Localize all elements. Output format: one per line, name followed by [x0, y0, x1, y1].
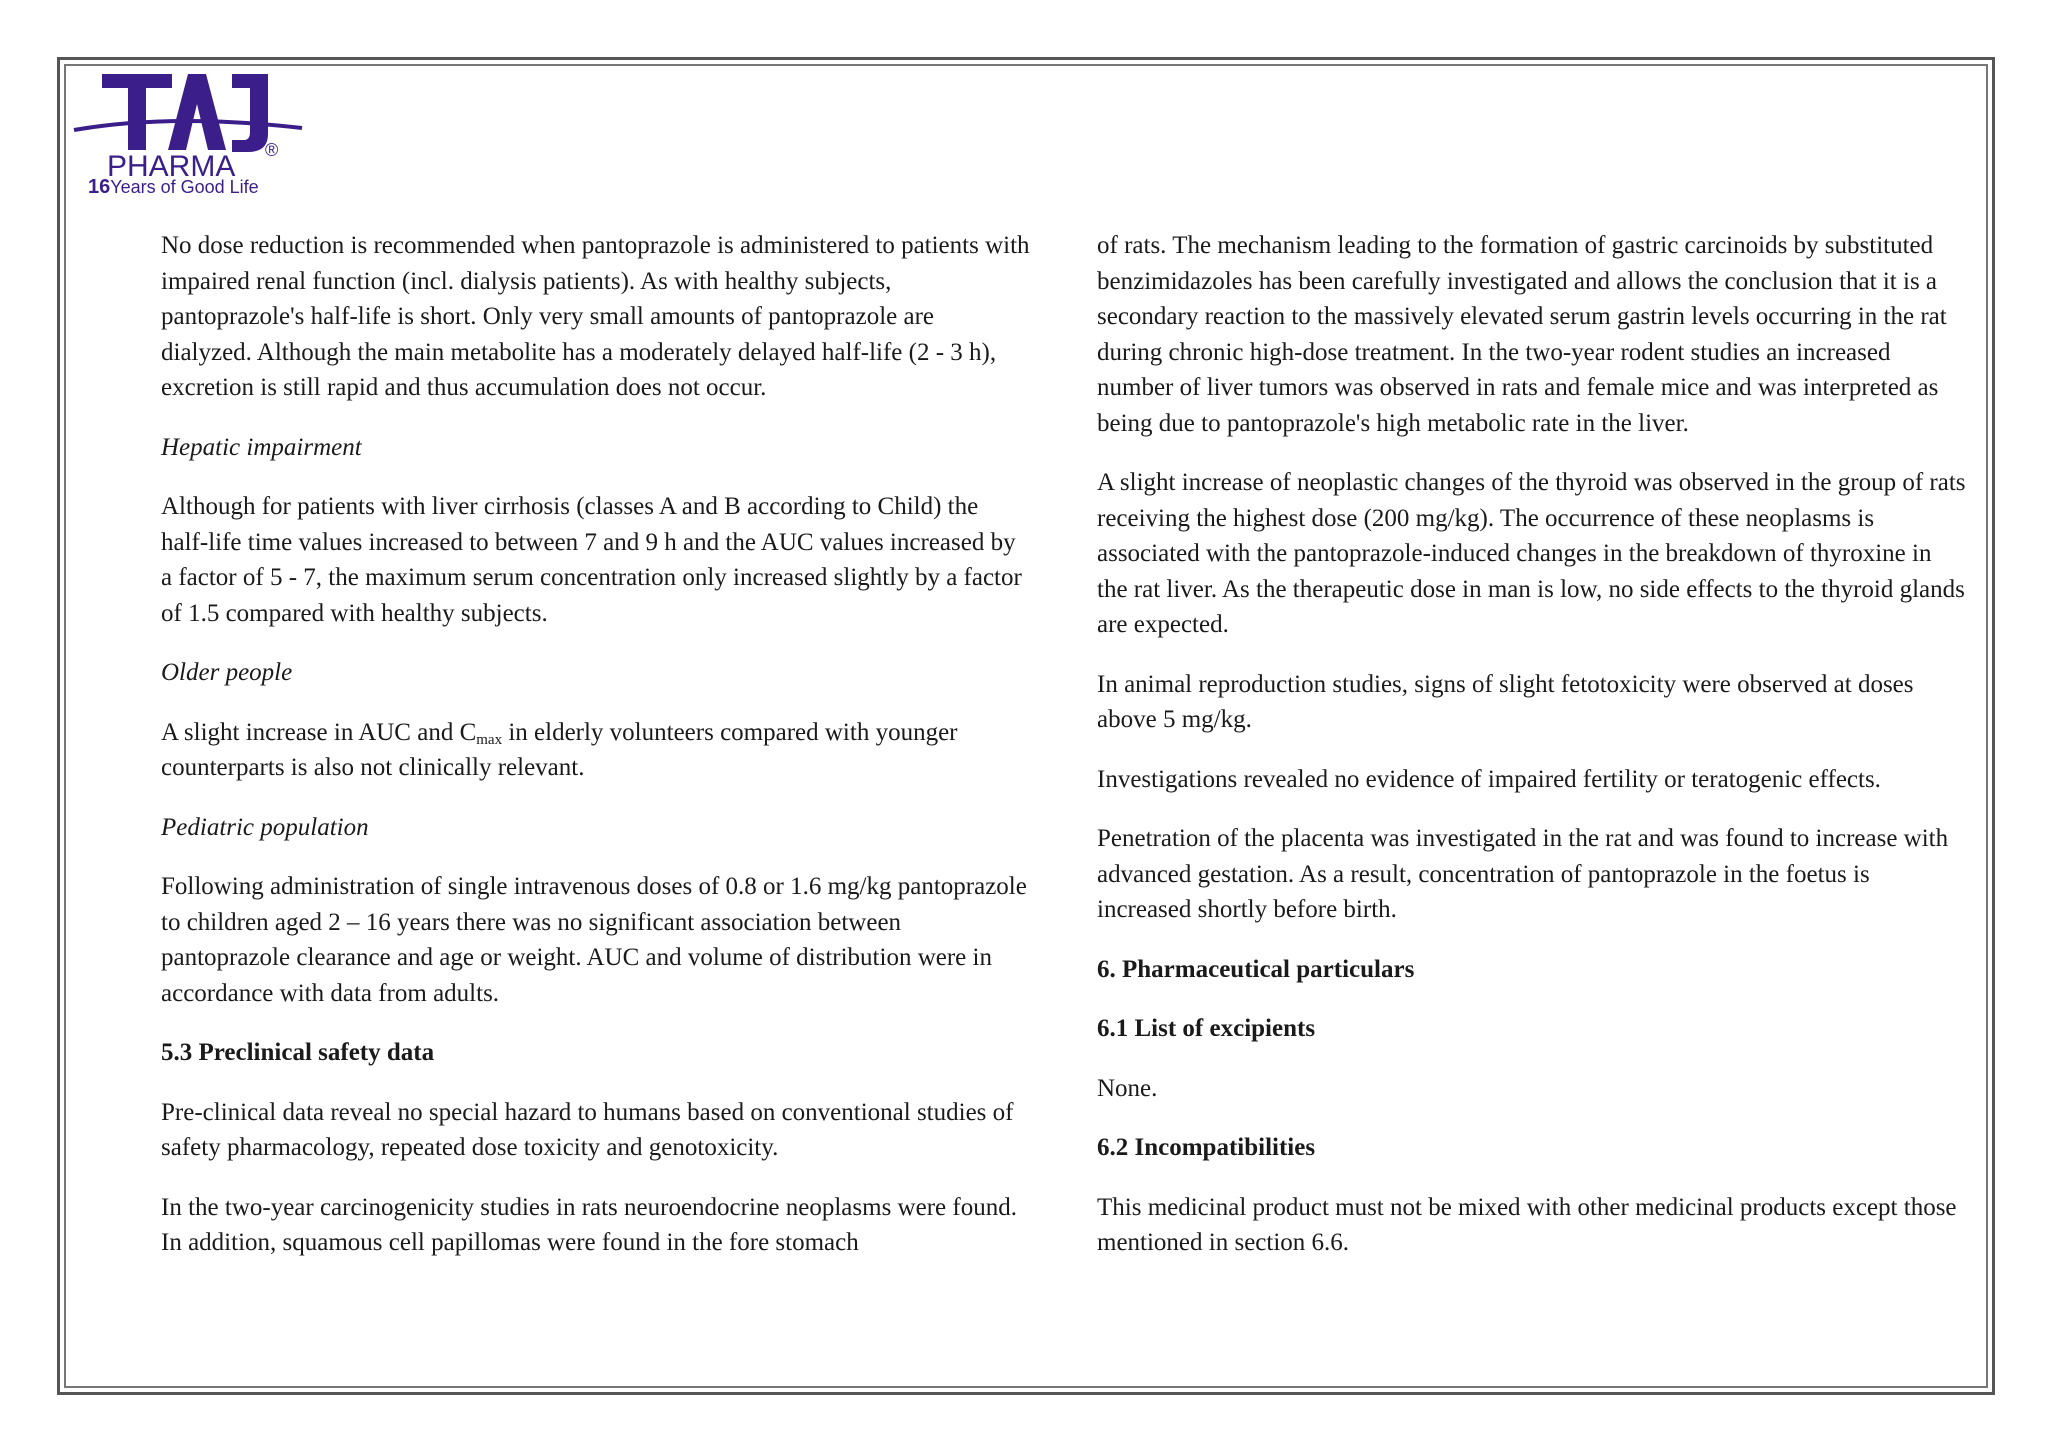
excipients-paragraph: None.: [1097, 1074, 1158, 1102]
logo-tagline: [88, 176, 259, 199]
incompatibilities-paragraph: This medicinal product must not be mixed with other medicinal products except those mentioned in section 6.6.: [1097, 1193, 1957, 1256]
section-6-2-heading: 6.2 Incompatibilities: [1097, 1134, 1316, 1161]
pediatric-paragraph: Following administration of single intravenous doses of 0.8 or 1.6 mg/kg pantoprazole to children aged 2 – 16 years there was no significant association between pantoprazole clearance and age or weight. AUC and volume of distribution were in accordance with data from adults.: [161, 873, 1027, 1007]
preclinical-paragraph-2: In the two-year carcinogenicity studies in rats neuroendocrine neoplasms were found. In addition, squamous cell papillomas were found in the fore stomach: [161, 1193, 1017, 1256]
older-paragraph: [161, 715, 1031, 786]
tagline-text: Years of Good Life: [110, 177, 259, 197]
fertility-paragraph: Investigations revealed no evidence of impaired fertility or teratogenic effects.: [1097, 765, 1881, 793]
thyroid-paragraph: A slight increase of neoplastic changes of the thyroid was observed in the group of rats receiving the highest dose (200 mg/kg). The occurrence of these neoplasms is associated with the pantoprazole-induced changes in the breakdown of thyroxine in the rat liver. As the therapeutic dose in man is low, no side effects to the thyroid glands are expected.: [1097, 469, 1966, 638]
reproduction-paragraph: In animal reproduction studies, signs of slight fetotoxicity were observed at doses above 5 mg/kg.: [1097, 670, 1914, 733]
tagline-number: 16: [88, 176, 111, 198]
section-6-heading: 6. Pharmaceutical particulars: [1097, 955, 1415, 983]
preclinical-paragraph-1: Pre-clinical data reveal no special hazard to humans based on conventional studies of safety pharmacology, repeated dose toxicity and genotoxicity.: [161, 1098, 1014, 1161]
section-5-3-heading: 5.3 Preclinical safety data: [161, 1039, 435, 1066]
left-column: [161, 228, 1031, 1285]
hepatic-heading: Hepatic impairment: [161, 433, 362, 461]
older-text-a: A slight increase in AUC and C: [161, 718, 477, 746]
placenta-paragraph: Penetration of the placenta was investigated in the rat and was found to increase with advanced gestation. As a result, concentration of pantoprazole in the foetus is increased shortly before birth.: [1097, 825, 1949, 923]
older-heading: Older people: [161, 659, 293, 686]
registered-mark: ®: [265, 140, 279, 160]
hepatic-paragraph: Although for patients with liver cirrhosis (classes A and B according to Child) the half-life time values increased to between 7 and 9 h and the AUC values increased by a factor of 5 - 7, the maximum serum concentration only increased slightly by a factor of 1.5 compared with healthy subjects.: [161, 493, 1022, 627]
renal-paragraph: No dose reduction is recommended when pantoprazole is administered to patients with impaired renal function (incl. dialysis patients). As with healthy subjects, pantoprazole's half-life is short. Only very small amounts of pantoprazole are dialyzed. Although the main metabolite has a moderately delayed half-life (2 - 3 h), excretion is still rapid and thus accumulation does not occur.: [161, 232, 1030, 401]
taj-pharma-logo: [72, 68, 322, 203]
logo-pharma-text: PHARMA: [107, 150, 236, 183]
pediatric-heading: Pediatric population: [161, 813, 369, 841]
right-column: [1097, 228, 1967, 1285]
cmax-subscript: max: [476, 731, 503, 748]
section-6-1-heading: 6.1 List of excipients: [1097, 1015, 1316, 1042]
older-text-b: in elderly volunteers compared with younger counterparts is also not clinically relevant.: [161, 718, 958, 781]
carcinoid-paragraph: of rats. The mechanism leading to the formation of gastric carcinoids by substituted benzimidazoles has been carefully investigated and allows the conclusion that it is a secondary reaction to the massively elevated serum gastrin levels occurring in the rat during chronic high-dose treatment. In the two-year rodent studies an increased number of liver tumors was observed in rats and female mice and was interpreted as being due to pantoprazole's high metabolic rate in the liver.: [1097, 232, 1947, 437]
